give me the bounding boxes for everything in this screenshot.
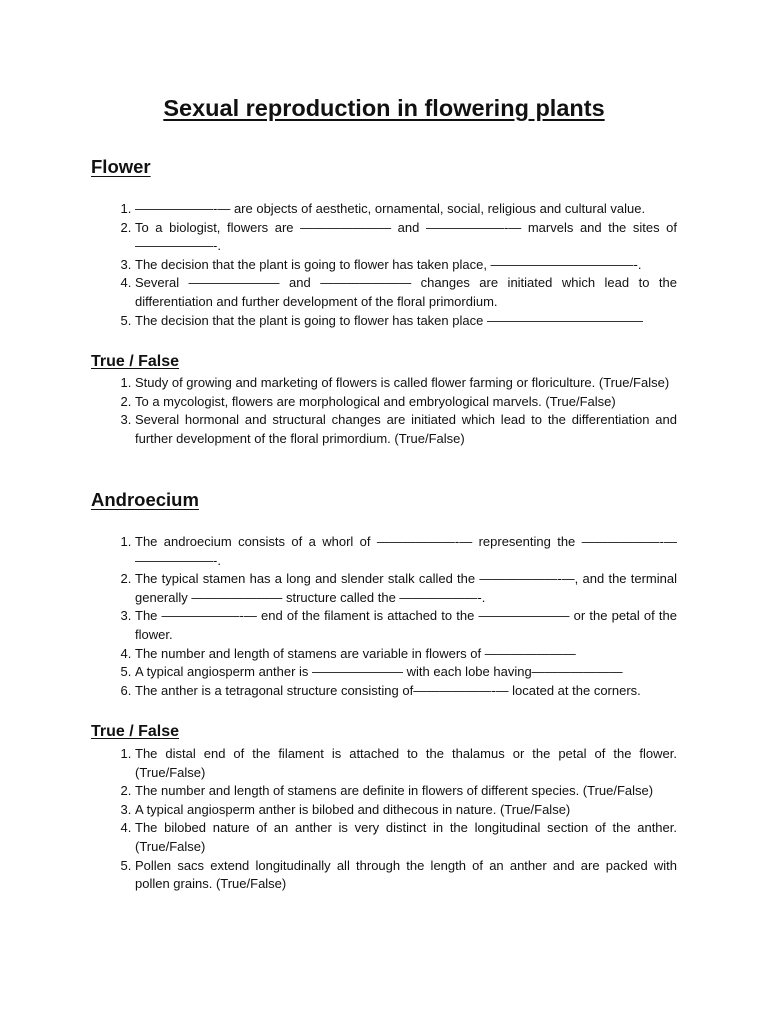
list-item: 5. The decision that the plant is going to flower has taken place ———————————— (135, 312, 677, 331)
list-item: 1. The androecium consists of a whorl of ——————-— representing the ——————-— ——————-. (135, 533, 677, 570)
list-item: 3. A typical angiosperm anther is bilobed and dithecous in nature. (True/False) (135, 801, 677, 820)
list-item: 2. To a biologist, flowers are ——————— and ——————-— marvels and the sites of ——————-. (135, 219, 677, 256)
list-item: 3. The ——————-— end of the filament is attached to the ——————— or the petal of the flower. (135, 607, 677, 644)
section-subheading-true-false: True / False (91, 353, 180, 370)
list-item: 3. The decision that the plant is going to flower has taken place, ———————————-. (135, 256, 677, 275)
flower-true-false-list (90, 374, 677, 448)
list-item: 5. Pollen sacs extend longitudinally all through the length of an anther and are packed with pollen grains. (True/False) (135, 857, 677, 894)
androecium-true-false-list (90, 745, 677, 894)
section-heading-flower: Flower (91, 156, 151, 177)
list-item: 2. To a mycologist, flowers are morphological and embryological marvels. (True/False) (135, 393, 677, 412)
section-subheading-true-false: True / False (91, 723, 180, 740)
list-item: 1. Study of growing and marketing of flowers is called flower farming or floriculture. (True/False) (135, 374, 677, 393)
androecium-fill-in-list (90, 533, 677, 700)
list-item: 4. The bilobed nature of an anther is very distinct in the longitudinal section of the anther. (True/False) (135, 819, 677, 856)
page-title: Sexual reproduction in flowering plants (163, 95, 605, 121)
list-item: 5. A typical angiosperm anther is ——————— with each lobe having——————— (135, 663, 677, 682)
list-item: 2. The typical stamen has a long and slender stalk called the ——————-—, and the terminal generally ——————— structure called the ——————-. (135, 570, 677, 607)
section-heading-androecium: Androecium (91, 489, 199, 510)
list-item: 4. Several ——————— and ——————— changes are initiated which lead to the differentiation and further development of the floral primordium. (135, 274, 677, 311)
list-item: 2. The number and length of stamens are definite in flowers of different species. (True/False) (135, 782, 677, 801)
list-item: 4. The number and length of stamens are variable in flowers of ——————— (135, 645, 677, 664)
list-item: 6. The anther is a tetragonal structure consisting of——————-— located at the corners. (135, 682, 677, 701)
flower-fill-in-list (90, 200, 677, 330)
list-item: 1. The distal end of the filament is attached to the thalamus or the petal of the flower. (True/False) (135, 745, 677, 782)
list-item: 1. ——————-— are objects of aesthetic, ornamental, social, religious and cultural value. (135, 200, 677, 219)
list-item: 3. Several hormonal and structural changes are initiated which lead to the differentiation and further development of the floral primordium. (True/False) (135, 411, 677, 448)
